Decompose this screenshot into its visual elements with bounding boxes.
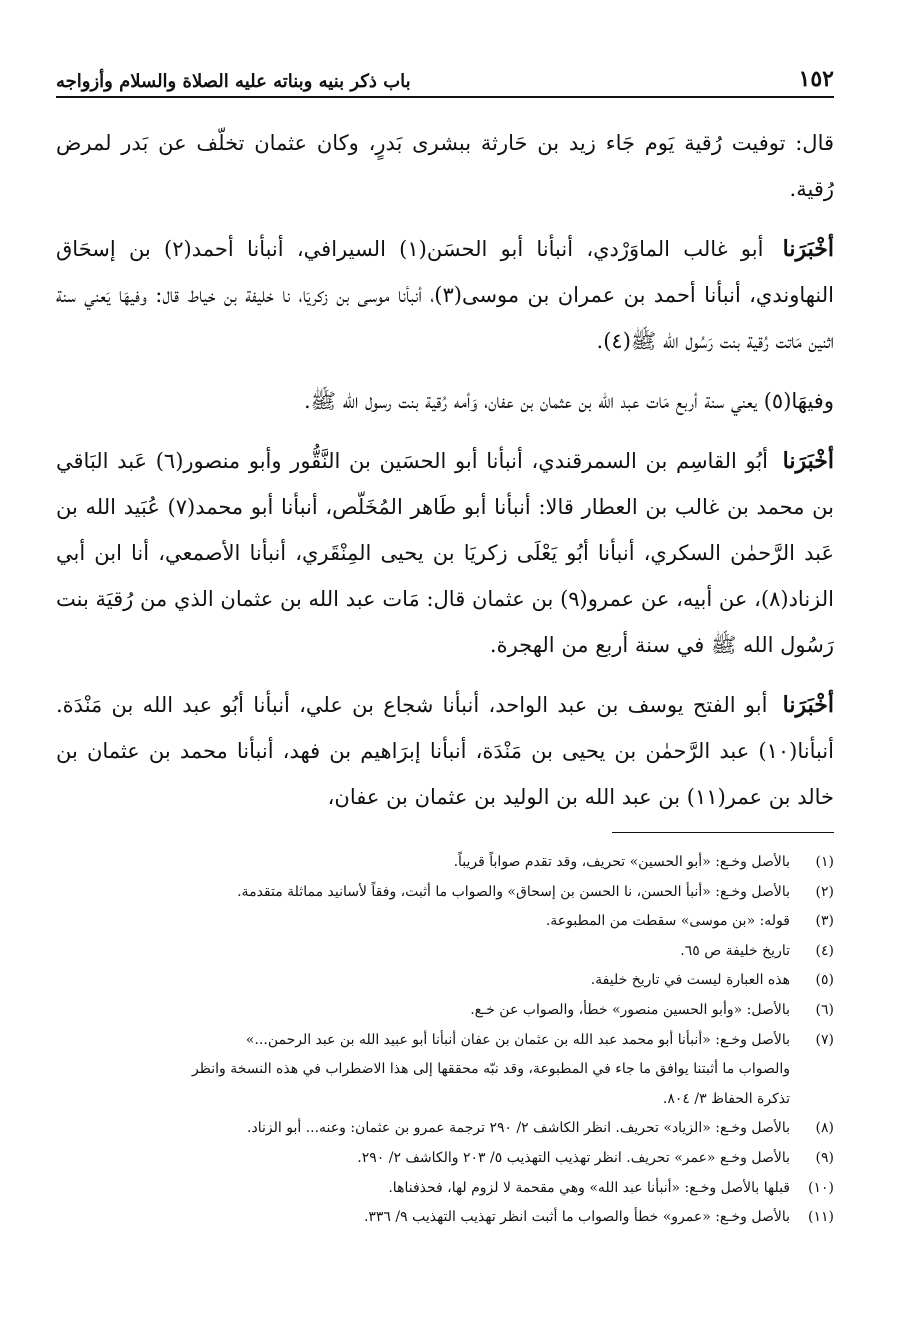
footnote-number: (٥) <box>815 972 834 989</box>
footnote <box>56 1144 834 1174</box>
running-title: باب ذكر بنيه وبناته عليه الصلاة والسلام وأزواجه <box>56 71 411 92</box>
paragraph <box>56 378 834 424</box>
footnote-text: قبلها بالأصل وخـع: «أنبأنا عبد الله» وهي مقحمة لا لزوم لها، فحذفناها. <box>388 1179 790 1196</box>
footnote-text: بالأصل: «وأبو الحسين منصور» خطأ، والصواب عن خـع. <box>470 1001 790 1018</box>
footnote-number: (١١) <box>808 1209 834 1226</box>
footnote <box>56 1026 834 1056</box>
page-header <box>56 56 834 98</box>
footnote-text: بالأصل وخـع: «الزياد» تحريف. انظر الكاشف ٢/ ٢٩٠ ترجمة عمرو بن عثمان: وعنه... أبو الزناد. <box>247 1120 790 1137</box>
footnote-text: بالأصل وخـع: «أنبأ الحسن، نا الحسن بن إسحاق» والصواب ما أثبت، وفقاً لأسانيد مماثلة متقدمة. <box>237 883 790 900</box>
footnote-divider <box>612 832 834 833</box>
paragraph-lead: أخْبَرَنا <box>782 448 834 474</box>
footnote-text: والصواب ما أثبتنا يوافق ما جاء في المطبوعة، وقد نبّه محققها إلى هذا الاضطراب في هذه النسخة وانظر <box>191 1061 790 1078</box>
footnote-text: بالأصل وخـع «عمر» تحريف. انظر تهذيب التهذيب ٥/ ٢٠٣ والكاشف ٢/ ٢٩٠. <box>357 1149 790 1166</box>
footnote-number: (٣) <box>815 913 834 930</box>
paragraph-text: وفيهَا(٥) يعني سنة أربع مَات عبد الله بن عثمان بن عفان، وَأمه رُقية بنت رسول الله ﷺ. <box>303 389 834 413</box>
footnote-text: قوله: «بن موسى» سقطت من المطبوعة. <box>545 913 790 930</box>
footnote-text: تاريخ خليفة ص ٦٥. <box>680 942 790 959</box>
footnote-text: هذه العبارة ليست في تاريخ خليفة. <box>590 972 790 989</box>
footnote-number: (١) <box>815 854 834 870</box>
paragraph-text: أبُو القاسِم بن السمرقندي، أنبأنا أبو الحسَين بن النَّقُّور وأبو منصور(٦) عَبد البَاقي بن محمد بن غالب بن العطار قالا: أنبأنا أبو طَاهر المُخَلّص، أنبأنا أبو محمد(٧) عُبَيد الله بن عَبد الرَّحمٰن السكري، أنبأنا أبُو يَعْلَى زكريَا بن يحيى المِنْقَري، أنبأنا الأصمعي، أنا ابن أبي الزناد(٨)، عن أبيه، عن عمرو(٩) بن عثمان قال: مَات عبد الله بن عثمان الذي من رُقيَة بنت رَسُول الله ﷺ في سنة أربع من الهجرة. <box>56 449 834 657</box>
footnote-number <box>790 1085 834 1115</box>
footnote-number: (١٠) <box>808 1179 834 1196</box>
footnote <box>56 1203 834 1233</box>
footnote-number: (٩) <box>815 1149 834 1166</box>
footnotes <box>56 848 834 1233</box>
footnote-number: (٧) <box>815 1031 834 1048</box>
footnote-number: (٢) <box>815 883 834 900</box>
paragraph <box>56 682 834 820</box>
footnote-number: (٦) <box>815 1001 834 1018</box>
footnote-number: (٨) <box>815 1120 834 1137</box>
footnote-text: تذكرة الحفاظ ٣/ ٨٠٤. <box>662 1090 790 1107</box>
footnote-text: بالأصل وخـع: «أبو الحسين» تحريف، وقد تقدم صواباً قريباً. <box>453 854 790 870</box>
footnote <box>56 1174 834 1204</box>
footnote-number <box>790 1055 834 1085</box>
footnote <box>56 966 834 996</box>
footnote <box>56 937 834 967</box>
footnote <box>56 878 834 908</box>
footnote-text: بالأصل وخـع: «أنبأنا أبو محمد عبد الله بن عثمان بن عفان أنبأنا أبو عبيد الله بن عبد الرحمن...» <box>245 1031 790 1048</box>
page-number: ١٥٢ <box>798 66 834 92</box>
footnote <box>56 1114 834 1144</box>
paragraph-text: أبو غالب الماوَرْدي، أنبأنا أبو الحسَن(١) السيرافي، أنبأنا أحمد(٢) بن إسحَاق النهاوندي، أنبأنا أحمد بن عمران بن موسى(٣)، أنبأنا موسى بن زكريَا، نا خليفة بن خياط قال: وفيهَا يَعني سنة اثنين مَاتت رُقية بنت رَسُول الله ﷺ(٤). <box>56 237 835 353</box>
footnote <box>56 907 834 937</box>
paragraph-lead: أخْبَرَنا <box>782 236 834 262</box>
footnote <box>56 996 834 1026</box>
footnote-number: (٤) <box>815 942 834 959</box>
footnote-continuation <box>56 1055 834 1085</box>
paragraph-text: أبو الفتح يوسف بن عبد الواحد، أنبأنا شجاع بن علي، أنبأنا أبُو عبد الله بن مَنْدَة. أنبأنا(١٠) عبد الرَّحمٰن بن يحيى بن مَنْدَة، أنبأنا إبرَاهيم بن فهد، أنبأنا محمد بن عثمان بن خالد بن عمر(١١) بن عبد الله بن الوليد بن عثمان بن عفان، <box>56 693 834 809</box>
paragraph <box>56 438 834 668</box>
paragraph <box>56 226 834 364</box>
main-text <box>56 120 834 834</box>
paragraph-text: قال: توفيت رُقية يَوم جَاء زيد بن حَارثة ببشرى بَدرٍ، وكان عثمان تخلّف عن بَدر لمرض رُقية. <box>56 131 834 201</box>
paragraph <box>56 120 834 212</box>
paragraph-lead: أخْبَرَنا <box>782 692 834 718</box>
footnote-continuation <box>56 1085 834 1115</box>
footnote-text: بالأصل وخـع: «عمرو» خطأ والصواب ما أثبت انظر تهذيب التهذيب ٩/ ٣٣٦. <box>363 1209 790 1226</box>
footnote <box>56 848 834 878</box>
